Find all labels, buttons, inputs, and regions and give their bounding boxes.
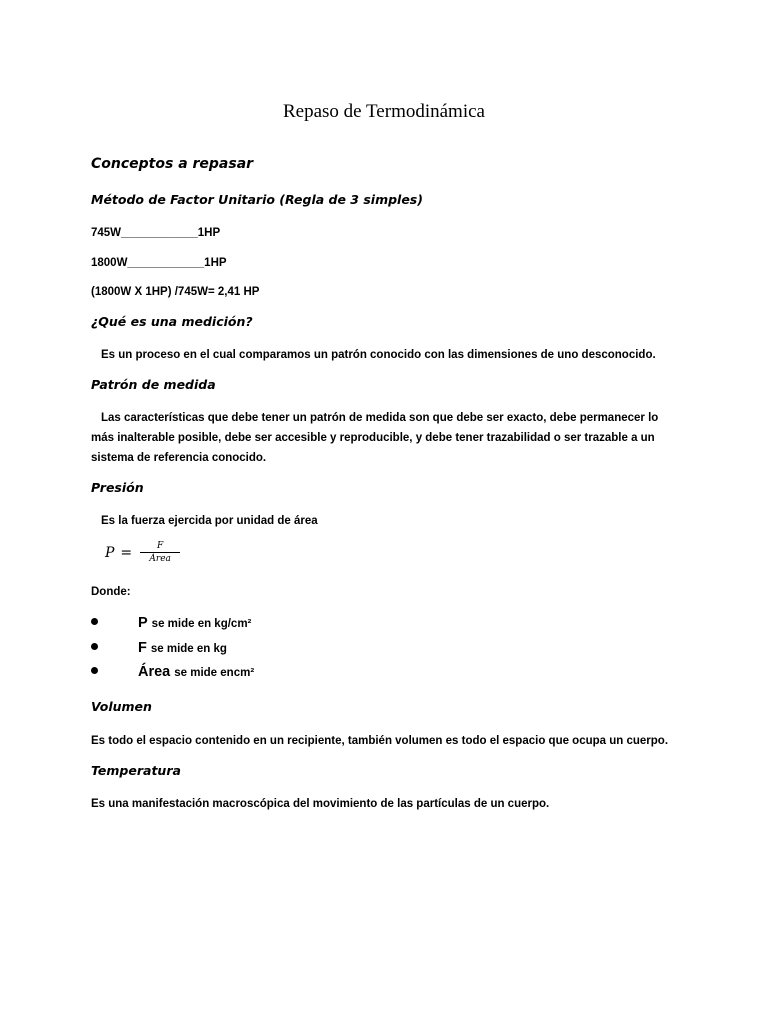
bullet-symbol: F: [138, 640, 147, 656]
medicion-paragraph: Es un proceso en el cual comparamos un patrón conocido con las dimensiones de uno desconocido.: [101, 349, 656, 361]
donde-label: Donde:: [91, 586, 131, 598]
bullet-symbol: P: [138, 615, 148, 631]
bullet-symbol: Área: [138, 664, 171, 680]
heading-volumen: Volumen: [91, 699, 152, 714]
heading-presion: Presión: [91, 480, 144, 495]
bullet-item-area: [91, 664, 254, 680]
bullet-item-f: [91, 640, 227, 656]
formula-numerator: F: [157, 541, 164, 551]
conversion-line-3: (1800W X 1HP) /745W= 2,41 HP: [91, 286, 260, 298]
heading-temperatura: Temperatura: [91, 763, 181, 778]
heading-patron: Patrón de medida: [91, 377, 216, 392]
bullet-dot-icon: [91, 667, 98, 674]
formula-denominator: Área: [149, 554, 171, 564]
bullet-dot-icon: [91, 618, 98, 625]
formula-lhs: P: [105, 545, 115, 561]
presion-paragraph: Es la fuerza ejercida por unidad de área: [101, 515, 318, 527]
bullet-text: se mide encm²: [174, 667, 255, 679]
formula-equals: =: [120, 545, 133, 561]
bullet-text: se mide en kg: [150, 643, 227, 655]
temperatura-paragraph: Es una manifestación macroscópica del movimiento de las partículas de un cuerpo.: [91, 798, 550, 810]
document-title: Repaso de Termodinámica: [283, 100, 485, 122]
formula-fraction: [140, 541, 180, 565]
heading-conceptos: Conceptos a repasar: [91, 156, 254, 172]
bullet-item-p: [91, 615, 251, 631]
heading-metodo: Método de Factor Unitario (Regla de 3 simples): [91, 192, 423, 207]
pressure-formula: [105, 541, 180, 565]
bullet-text: se mide en kg/cm²: [151, 618, 252, 630]
patron-paragraph: Las características que debe tener un patrón de medida son que debe ser exacto, debe permanecer lo más inalterable posible, debe ser accesible y reproducible, y debe tener trazabilidad o ser trazable a un sistema de referencia conocido.: [91, 412, 659, 464]
bullet-dot-icon: [91, 643, 98, 650]
conversion-line-2: 1800W____________1HP: [91, 257, 227, 269]
heading-medicion: ¿Qué es una medición?: [91, 314, 253, 329]
conversion-line-1: 745W____________1HP: [91, 227, 221, 239]
volumen-paragraph: Es todo el espacio contenido en un recipiente, también volumen es todo el espacio que ocupa un cuerpo.: [91, 735, 669, 747]
